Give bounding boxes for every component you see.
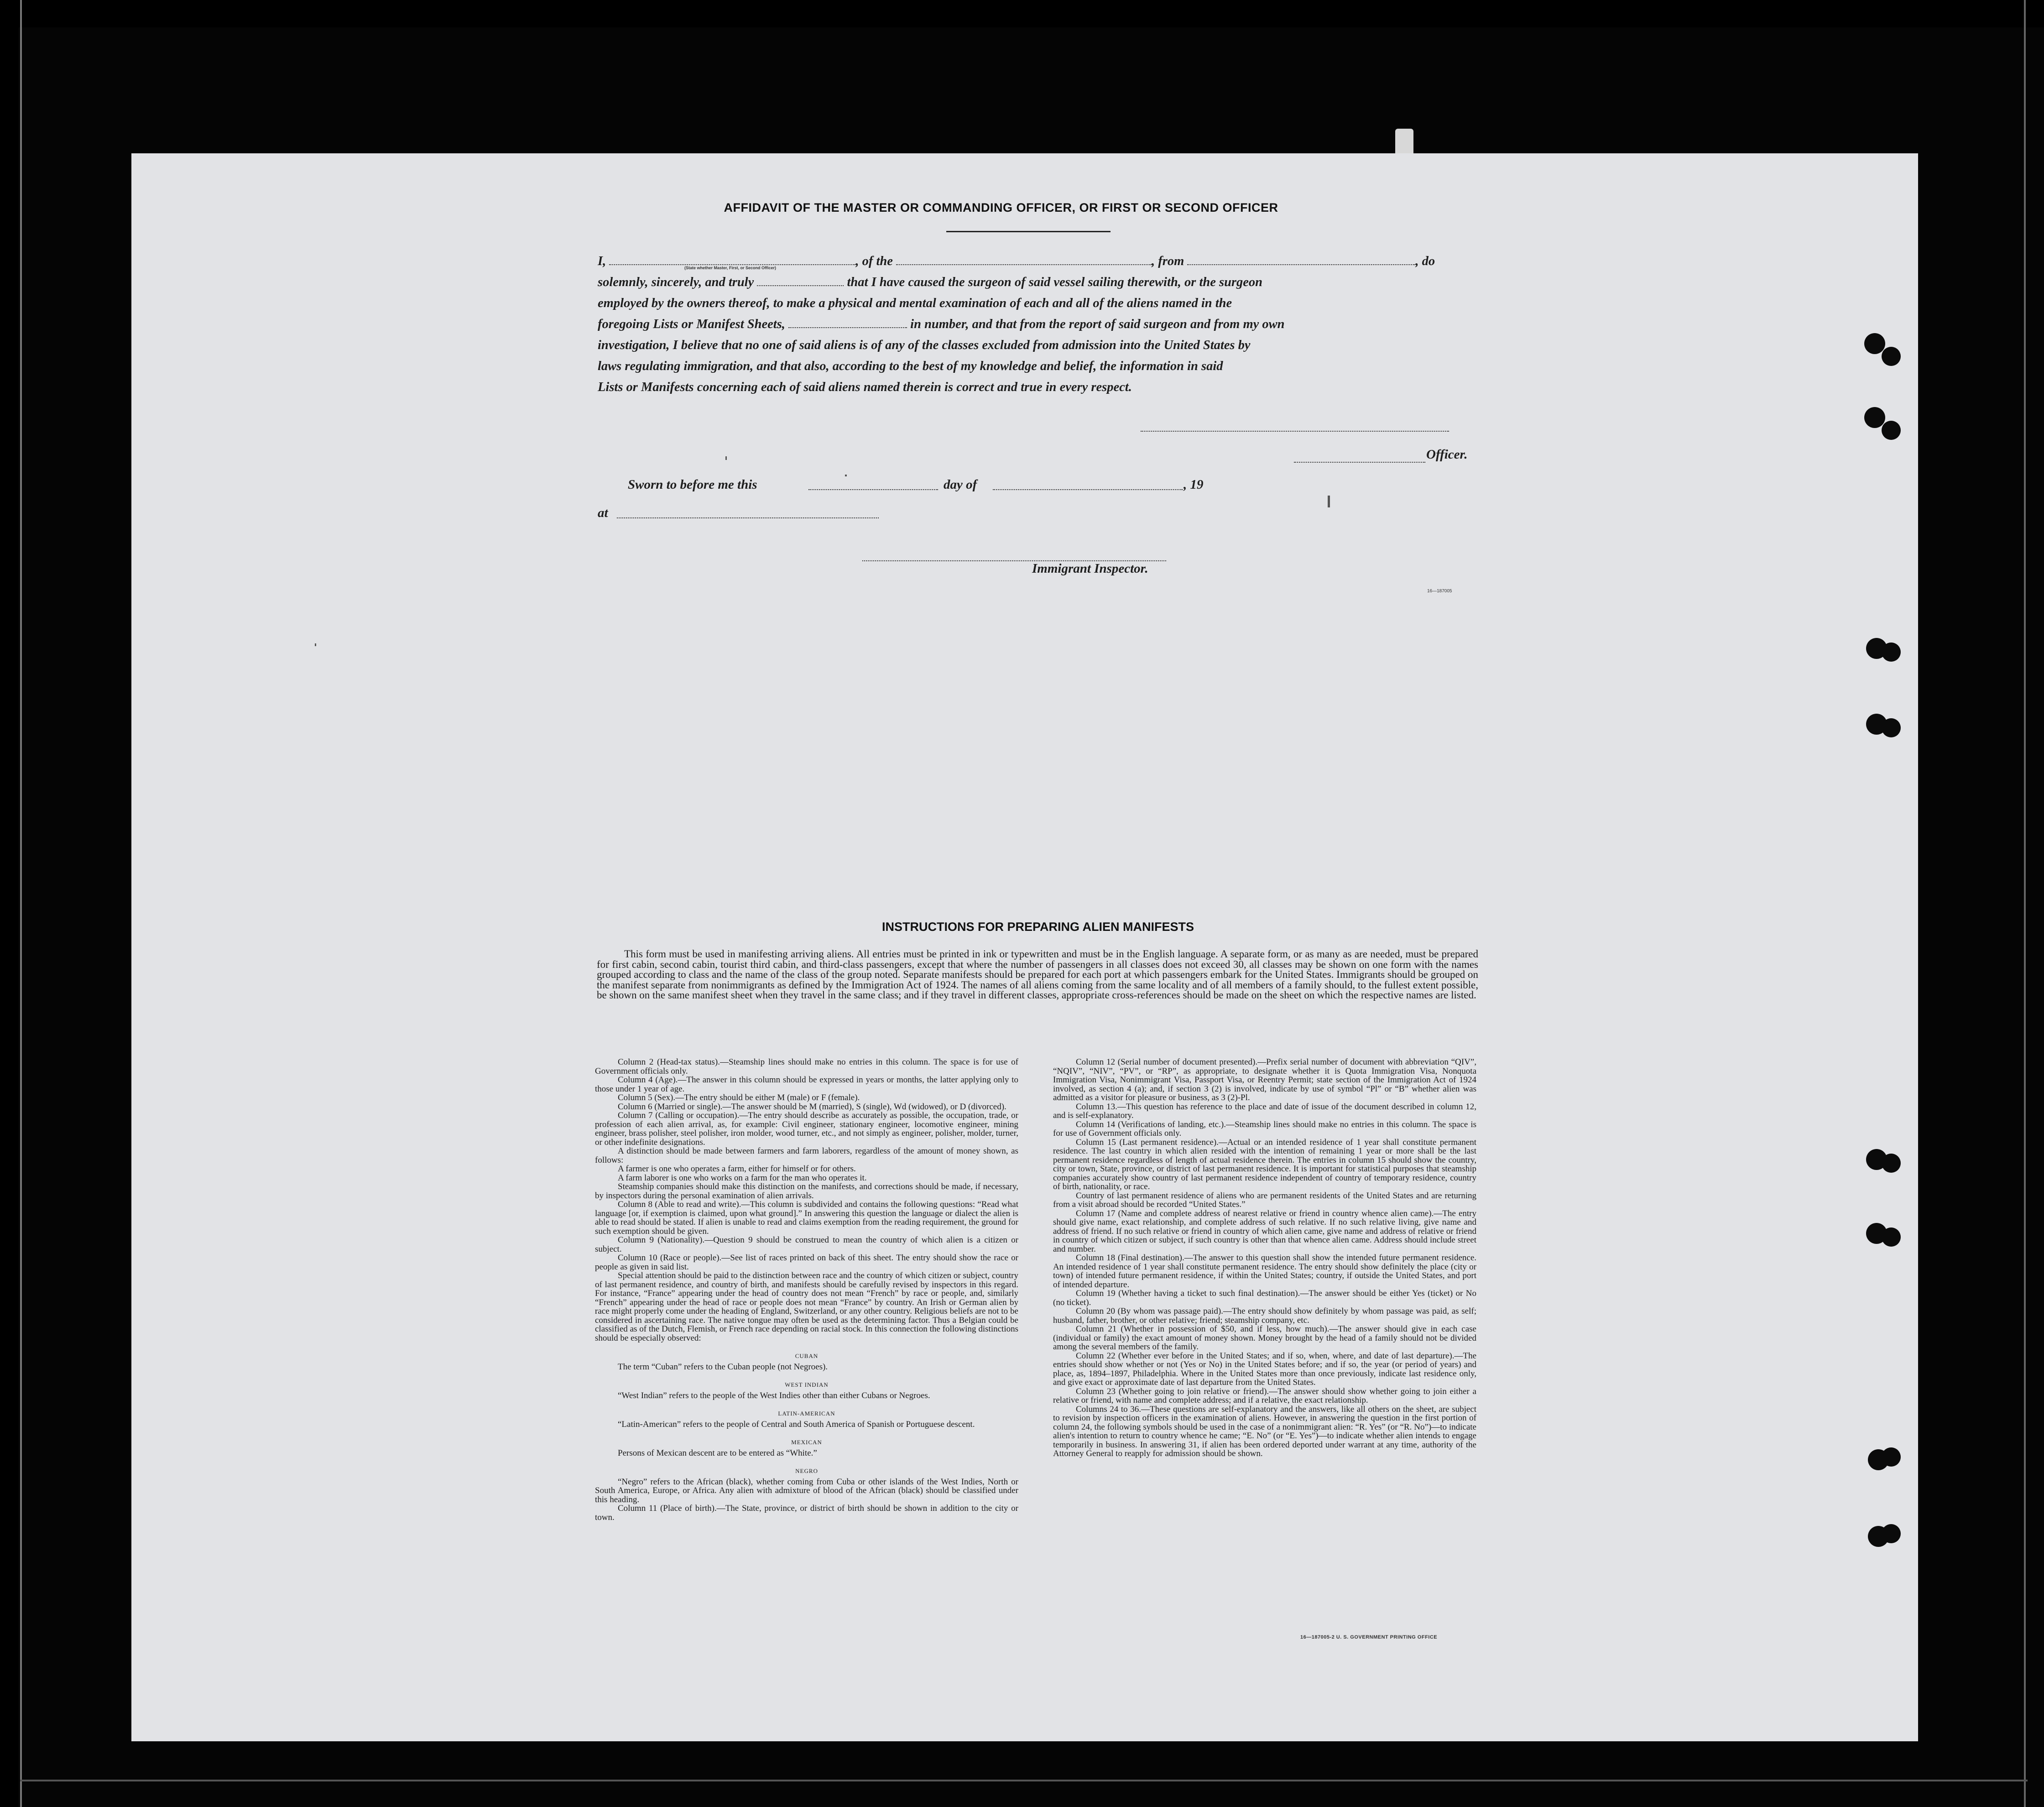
day-blank	[808, 489, 938, 490]
scan-border-top	[0, 0, 2044, 27]
binder-hole	[1882, 718, 1901, 737]
race-heading-cuban: CUBAN	[795, 1353, 819, 1359]
instruction-paragraph: A distinction should be made between farmers and farm laborers, regardless of the amount of money shown, as follows:	[595, 1146, 1018, 1165]
text-fragment: I,	[598, 254, 606, 268]
sworn-label: Sworn to before me this	[628, 477, 757, 492]
affidavit-body	[598, 251, 1478, 398]
instructions-title: INSTRUCTIONS FOR PREPARING ALIEN MANIFESTS	[881, 920, 1194, 934]
form-number: 16—187005	[1427, 589, 1452, 594]
printing-office-footer: 16—187005-2 U. S. GOVERNMENT PRINTING OFFICE	[1300, 1635, 1438, 1640]
affidavit-line-2	[598, 272, 1478, 293]
instruction-paragraph: Column 13.—This question has reference to the place and date of issue of the document described in column 12, and is self-explanatory.	[1053, 1102, 1476, 1120]
instruction-paragraph: Column 18 (Final destination).—The answer to this question shall show the intended future permanent residence. An intended residence of 1 year shall constitute permanent residence. The entry should show definitely the place (city or town) of intended future permanent residence, if within the United States; country, if outside the United States, and port of intended departure.	[1053, 1253, 1476, 1290]
text-fragment: , of the	[855, 254, 893, 268]
port-from-blank	[1187, 254, 1415, 265]
month-blank	[993, 489, 1183, 490]
scan-speck	[845, 475, 847, 476]
text-fragment: that I have caused the surgeon of said vessel sailing therewith, or the surgeon	[847, 275, 1263, 289]
instruction-paragraph: Special attention should be paid to the distinction between race and the country of which citizen or subject, country of last permanent residence, and country of birth, and manifests should be carefully revised by inspectors in this regard. For instance, “France” appearing under the head of country does not mean “French” by race or people, and, similarly “French” appearing under the head of race or people does not mean “France” by country. An Irish or German alien by race might properly come under the heading of England, Switzerland, or any other country. Religious beliefs are not to be considered in ascertaining race. The native tongue may often be used as the determining factor. Thus a Belgian could be classified as of the Dutch, Flemish, or French race depending on racial stock. In this connection the following distinctions should be especially observed:	[595, 1271, 1018, 1343]
affidavit-line-6: laws regulating immigration, and that also, according to the best of my knowledge and belief, the information in said	[598, 359, 1223, 373]
instructions-left-column	[595, 1058, 1018, 1522]
officer-rank-note: (State whether Master, First, or Second Officer)	[684, 266, 777, 270]
binder-hole	[1882, 1154, 1901, 1173]
binder-hole	[1882, 1447, 1901, 1467]
instruction-paragraph: Column 14 (Verifications of landing, etc.).—Steamship lines should make no entries in this column. The space is for use of Government officials only.	[1053, 1119, 1476, 1138]
text-fragment: foregoing Lists or Manifest Sheets,	[598, 317, 785, 331]
binder-hole	[1882, 642, 1901, 662]
at-label: at	[598, 506, 608, 520]
instructions-intro: This form must be used in manifesting arriving aliens. All entries must be printed in ink or typewritten and must be in the English language. A separate form, or as many as are needed, must be prepared for first cabin, second cabin, tourist third cabin, and third-class passengers, except that where the number of passengers in all classes does not exceed 30, all classes may be shown on one form with the names grouped according to class and the name of the class of the group noted. Separate manifests should be prepared for each port at which passengers embark for the United States. Immigrants should be grouped on the manifest separate from nonimmigrants as defined by the Immigration Act of 1924. The names of all aliens coming from the same locality and of all members of a family should, to the fullest extent possible, be shown on the same manifest sheet when they travel in the same class; and if they travel in different classes, appropriate cross-references should be made on the sheet on which the respective names are listed.	[597, 948, 1478, 1001]
title-underline	[946, 231, 1111, 232]
instruction-paragraph: Column 17 (Name and complete address of nearest relative or friend in country whence alien came).—The entry should give name, exact relationship, and complete address of such relative. If no such relative living, give name and address of friend. If no such relative or friend in country of which alien came, give name and address of relative or friend in country of which citizen or subject, if such country is other than that whence alien came. Address should include street and number.	[1053, 1208, 1476, 1254]
instruction-paragraph: Column 10 (Race or people).—See list of races printed on back of this sheet. The entry should show the race or people as given in said list.	[595, 1253, 1018, 1272]
scan-border-left	[0, 0, 18, 1807]
instruction-paragraph: Column 23 (Whether going to join relative or friend).—The answer should show whether going to join either a relative or friend, with name and complete address; and if a relative, the exact relationship.	[1053, 1386, 1476, 1405]
instruction-paragraph: Country of last permanent residence of aliens who are permanent residents of the United States and are returning from a visit abroad should be recorded “United States.”	[1053, 1191, 1476, 1209]
race-definition-cuban: The term “Cuban” refers to the Cuban people (not Negroes).	[618, 1362, 828, 1372]
number-of-sheets-blank	[788, 317, 907, 328]
instruction-paragraph: Column 22 (Whether ever before in the United States; and if so, when, where, and date of last departure).—The entries should show whether or not (Yes or No) in the United States before; and if so, the year (or period of years) and place, as, 1894–1897, Philadelphia. Where in the United States more than once previously, indicate last residence only, and give exact or approximate date of last departure from the United States.	[1053, 1351, 1476, 1387]
binder-hole	[1882, 347, 1901, 366]
officer-label: Officer.	[1426, 447, 1468, 462]
instruction-paragraph: A farm laborer is one who works on a farm for the man who operates it.	[618, 1173, 867, 1183]
scan-speck	[1328, 496, 1330, 507]
text-fragment: in number, and that from the report of said surgeon and from my own	[910, 317, 1285, 331]
scan-speck	[315, 643, 316, 646]
place-blank	[617, 517, 879, 518]
signature-line	[1141, 431, 1449, 432]
binder-hole	[1882, 1227, 1901, 1247]
officer-rank-blank	[609, 254, 855, 265]
vessel-name-blank	[896, 254, 1152, 265]
instruction-paragraph: Column 4 (Age).—The answer in this column should be expressed in years or months, the latter applying only to those under 1 year of age.	[595, 1075, 1018, 1094]
instruction-paragraph: Column 20 (By whom was passage paid).—The entry should show definitely by whom passage was paid, as self; husband, father, brother, or other relative; friend; steamship company, etc.	[1053, 1306, 1476, 1325]
instructions-right-column	[1053, 1058, 1476, 1458]
race-definition-latin-american: “Latin-American” refers to the people of Central and South America of Spanish or Portuguese descent.	[618, 1419, 975, 1429]
affidavit-title: AFFIDAVIT OF THE MASTER OR COMMANDING OFFICER, OR FIRST OR SECOND OFFICER	[724, 201, 1278, 214]
year-label: , 19	[1184, 477, 1204, 492]
affidavit-line-3: employed by the owners thereof, to make a physical and mental examination of each and all of the aliens named in the	[598, 296, 1232, 310]
race-heading-negro: NEGRO	[795, 1468, 818, 1474]
race-heading-latin-american: LATIN-AMERICAN	[778, 1410, 835, 1417]
inspector-label: Immigrant Inspector.	[1032, 561, 1148, 576]
frame-line-right	[2024, 0, 2026, 1807]
instruction-paragraph: Column 12 (Serial number of document presented).—Prefix serial number of document with abbreviation “QIV”, “NQIV”, “NIV”, “PV”, or “RP”, as appropriate, to designate whether it is Quota Immigration Visa, Nonquota Immigration Visa, Nonimmigrant Visa, Passport Visa, or Reentry Permit; state section of the Immigration Act of 1924 involved, as section 4 (a); and, if section 3 (2) is involved, indicate by use of symbol “Pl” or “B” whether alien was admitted as a visitor for pleasure or business, as 3 (2)-Pl.	[1053, 1057, 1476, 1102]
instruction-paragraph: Column 15 (Last permanent residence).—Actual or an intended residence of 1 year shall constitute permanent residence. The last country in which alien resided with the intention of remaining 1 year or more shall be the last permanent residence regardless of length of actual residence therein. The entries in column 15 should show the country, city or town, State, province, or district of last permanent residence. It is important for statistical purposes that steamship companies accurately show country of last permanent residence independent of country of temporary residence, country of birth, nationality, or race.	[1053, 1137, 1476, 1191]
instruction-paragraph: Column 21 (Whether in possession of $50, and if less, how much).—The answer should give in each case (individual or family) the exact amount of money shown. Money brought by the head of a family should not be divided among the several members of the family.	[1053, 1324, 1476, 1352]
binder-hole	[1882, 421, 1901, 440]
frame-line-left	[20, 0, 22, 1807]
scan-speck	[725, 456, 727, 460]
affidavit-line-4	[598, 314, 1478, 335]
instruction-paragraph: Columns 24 to 36.—These questions are self-explanatory and the answers, like all others on the sheet, are subject to revision by inspection officers in the examination of aliens. However, in answering the question in the first portion of column 24, the following symbols should be used in the case of a nonimmigrant alien: “R. Yes” (or “R. No”)—to indicate alien's intention to return to country whence he came; “E. No” (or “E. Yes”)—to indicate whether alien intends to engage temporarily in business. In answering 31, if alien has been ordered deported under warrant at any time, authority of the Attorney General to reapply for admission should be shown.	[1053, 1404, 1476, 1458]
instruction-paragraph: Column 8 (Able to read and write).—This column is subdivided and contains the following questions: “Read what language [or, if exemption is claimed, upon what ground].” In answering this question the language or dialect the alien is able to read should be stated. If alien is unable to read and claims exemption from the reading requirement, the ground for such exemption should be given.	[595, 1200, 1018, 1236]
instruction-paragraph: Column 2 (Head-tax status).—Steamship lines should make no entries in this column. The space is for use of Government officials only.	[595, 1057, 1018, 1076]
race-definition-mexican: Persons of Mexican descent are to be entered as “White.”	[618, 1448, 817, 1458]
day-of-label: day of	[944, 477, 977, 492]
text-fragment: , do	[1415, 254, 1435, 268]
text-fragment: solemnly, sincerely, and truly	[598, 275, 754, 289]
instruction-paragraph: Steamship companies should make this distinction on the manifests, and corrections should be made, if necessary, by inspectors during the personal examination of alien arrivals.	[595, 1182, 1018, 1201]
text-fragment: , from	[1152, 254, 1184, 268]
race-heading-west-indian: WEST INDIAN	[785, 1381, 829, 1388]
instruction-paragraph: Column 9 (Nationality).—Question 9 should be construed to mean the country of which alien is a citizen or subject.	[595, 1235, 1018, 1254]
instruction-paragraph: A farmer is one who operates a farm, either for himself or for others.	[618, 1164, 856, 1174]
instruction-paragraph: Column 6 (Married or single).—The answer should be M (married), S (single), Wd (widowed), or D (divorced).	[618, 1102, 1006, 1112]
binder-hole	[1882, 1524, 1901, 1543]
instruction-paragraph: Column 11 (Place of birth).—The State, province, or district of birth should be shown in addition to the city or town.	[595, 1504, 1018, 1522]
instruction-paragraph: Column 19 (Whether having a ticket to such final destination).—The answer should be either Yes (ticket) or No (no ticket).	[1053, 1289, 1476, 1307]
race-definition-west-indian: “West Indian” refers to the people of the West Indies other than either Cubans or Negroes.	[618, 1390, 930, 1400]
affidavit-line-7: Lists or Manifests concerning each of said aliens named therein is correct and true in every respect.	[598, 380, 1132, 394]
affidavit-line-5: investigation, I believe that no one of said aliens is of any of the classes excluded from admission into the United States by	[598, 338, 1251, 352]
instruction-paragraph: Column 7 (Calling or occupation).—The entry should describe as accurately as possible, the occupation, trade, or profession of each alien arrival, as, for example: Civil engineer, stationary engineer, locomotive engineer, mining engineer, brass polisher, steel polisher, iron molder, wood turner, etc., and not simply as engineer, polisher, molder, turner, or other indefinite designations.	[595, 1111, 1018, 1147]
frame-line-bottom	[20, 1780, 2028, 1781]
oath-type-blank	[757, 275, 844, 286]
binder-hole	[1864, 333, 1885, 354]
race-heading-mexican: MEXICAN	[791, 1439, 822, 1446]
race-definition-negro: “Negro” refers to the African (black), whether coming from Cuba or other islands of the West Indies, North or South America, Europe, or Africa. Any alien with admixture of blood of the African (black) should be classified under this heading.	[595, 1477, 1018, 1504]
paper-tab	[1395, 129, 1413, 156]
instruction-paragraph: Column 5 (Sex).—The entry should be either M (male) or F (female).	[618, 1093, 860, 1102]
officer-signature-line	[1294, 462, 1425, 463]
binder-hole	[1864, 407, 1885, 428]
